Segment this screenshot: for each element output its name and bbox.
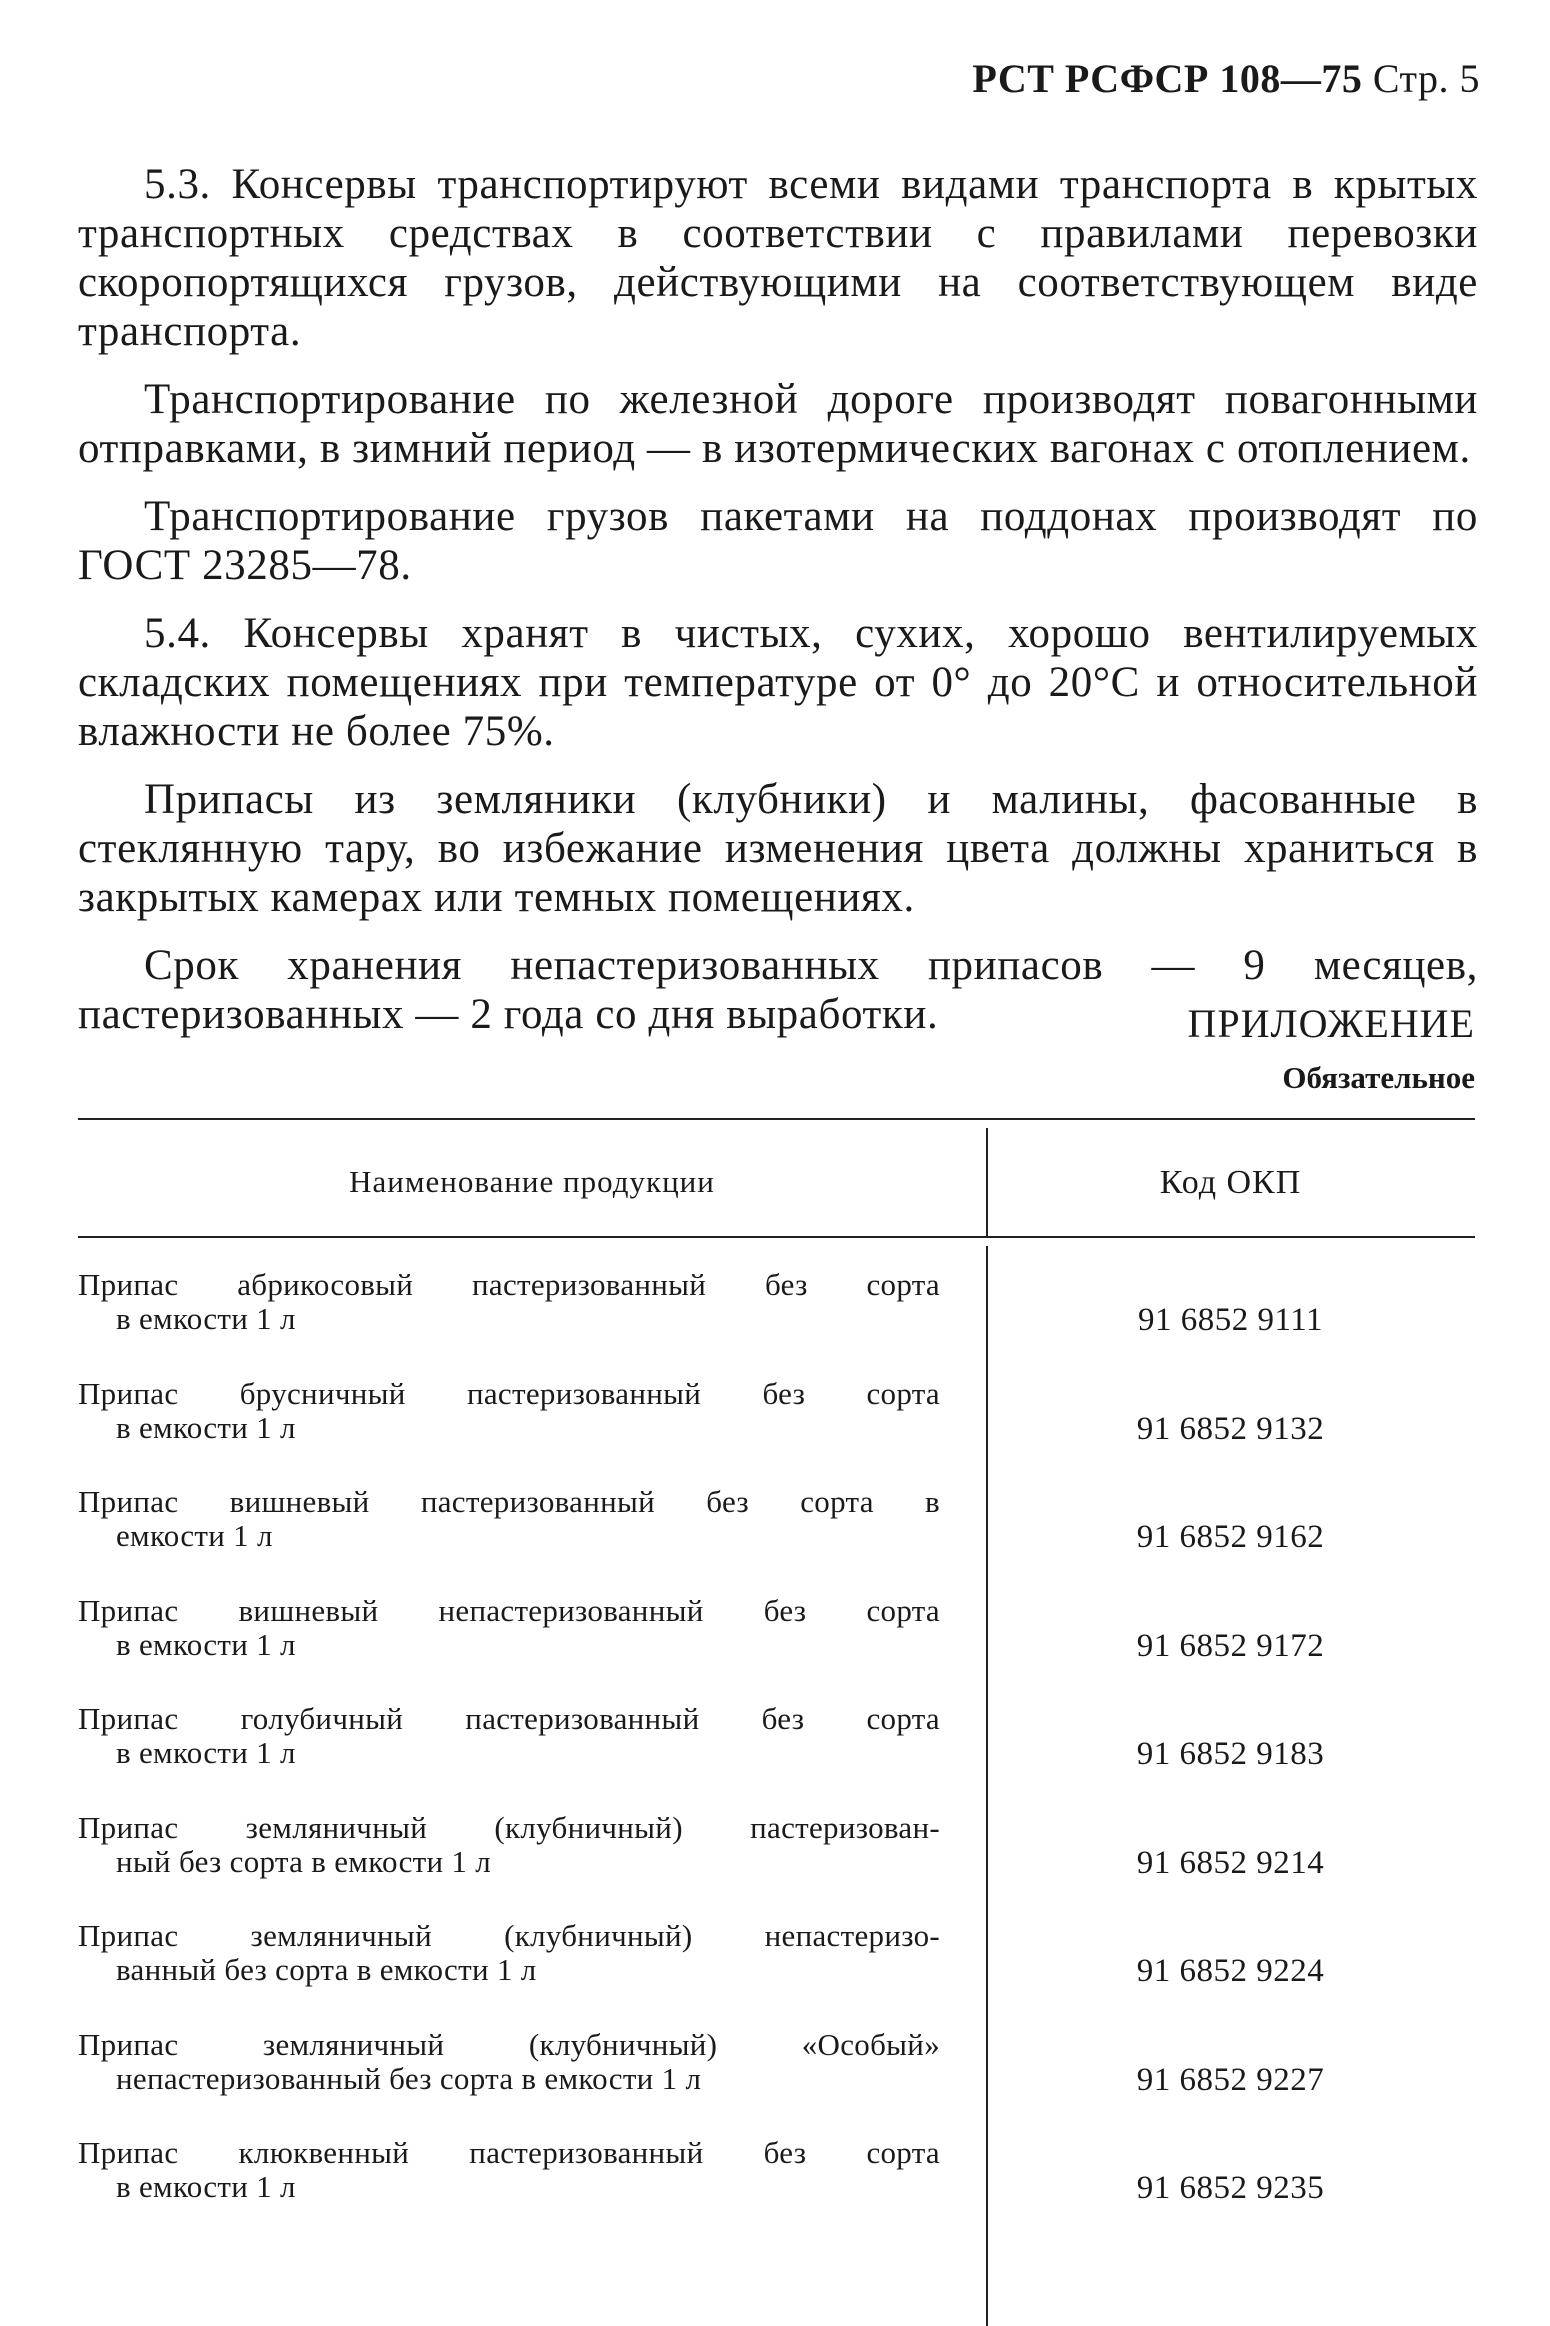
product-code: 91 6852 9132 — [1136, 1410, 1325, 1447]
product-name-line1: Припас голубичный пастеризованный без сорта — [78, 1701, 940, 1736]
paragraph-berries: Припасы из земляники (клубники) и малины, фасованные в стеклянную тару, во избежание изменения цвета должны храниться в закрытых камерах или темных помещениях. — [78, 776, 1478, 921]
product-name — [78, 1702, 940, 1770]
column-header-name: Наименование продукции — [349, 1164, 715, 1199]
table-row — [78, 1811, 1475, 1920]
product-name-line1: Припас брусничный пастеризованный без сорта — [78, 1375, 940, 1411]
product-name-line1: Припас вишневый пастеризованный без сорта в — [78, 1484, 940, 1519]
body-text — [78, 160, 1478, 1058]
table-row — [78, 2136, 1475, 2245]
product-name-line1: Припас клюквенный пастеризованный без сорта — [78, 2135, 940, 2170]
paragraph-railway: Транспортирование по железной дороге производят повагонными отправками, в зимний период — в изотермических вагонах с отоплением. — [78, 376, 1478, 472]
product-name — [78, 1377, 940, 1445]
product-name-line2: непастеризованный без сорта в емкости 1 л — [116, 2060, 702, 2096]
product-code: 91 6852 9111 — [1137, 1302, 1324, 1338]
product-code: 91 6852 9172 — [1136, 1627, 1325, 1664]
product-name-line1: Припас земляничный (клубничный) пастеризован- — [78, 1809, 940, 1845]
product-code: 91 6852 9227 — [1136, 2061, 1325, 2098]
product-name-line2: ванный без сорта в емкости 1 л — [116, 1952, 537, 1987]
paragraph-pallets: Транспортирование грузов пакетами на поддонах производят по ГОСТ 23285—78. — [78, 493, 1478, 589]
product-name-line2: в емкости 1 л — [116, 1626, 296, 1662]
product-name-line1: Припас абрикосовый пастеризованный без сорта — [78, 1267, 940, 1302]
table-row — [78, 1919, 1475, 2028]
product-name — [78, 1811, 940, 1879]
product-name-line2: емкости 1 л — [116, 1518, 273, 1553]
standard-code: РСТ РСФСР 108—75 — [972, 56, 1363, 101]
product-name — [78, 1485, 940, 1553]
product-code: 91 6852 9183 — [1136, 1736, 1325, 1772]
paragraph-5-4: 5.4. Консервы хранят в чистых, сухих, хорошо вентилируемых складских помещениях при температуре от 0° до 20°С и относительной влажности не более 75%. — [78, 610, 1478, 755]
product-name — [78, 1594, 940, 1662]
table-body — [78, 1268, 1475, 2245]
product-code: 91 6852 9235 — [1136, 2170, 1325, 2206]
table-header-rule — [78, 1236, 1475, 1238]
product-name-line2: в емкости 1 л — [116, 2169, 296, 2204]
product-name-line2: в емкости 1 л — [116, 1301, 296, 1336]
product-code: 91 6852 9214 — [1136, 1844, 1325, 1881]
table-row — [78, 1485, 1475, 1594]
product-code: 91 6852 9224 — [1136, 1953, 1325, 1989]
product-name-line1: Припас земляничный (клубничный) непастеризо- — [78, 1918, 940, 1953]
product-name-line2: в емкости 1 л — [116, 1735, 296, 1770]
table-row — [78, 1268, 1475, 1377]
page-number: Стр. 5 — [1372, 56, 1480, 101]
paragraph-shelf-life: Срок хранения непастеризованных припасов — 9 месяцев, пастеризованных — 2 года со дня выработки. — [78, 942, 1478, 1038]
product-name — [78, 2136, 940, 2204]
product-name — [78, 1268, 940, 1336]
table-row — [78, 1594, 1475, 1703]
paragraph-5-3: 5.3. Консервы транспортируют всеми видами транспорта в крытых транспортных средствах в соответствии с правилами перевозки скоропортящихся грузов, действующими на соответствующем виде транспорта. — [78, 161, 1478, 355]
product-name-line1: Припас земляничный (клубничный) «Особый» — [78, 2026, 940, 2062]
page-header — [972, 55, 1480, 102]
appendix-subtitle: Обязательное — [1282, 1060, 1475, 1095]
product-name-line2: ный без сорта в емкости 1 л — [116, 1843, 492, 1879]
table-row — [78, 1702, 1475, 1811]
column-header-code: Код ОКП — [1159, 1164, 1302, 1201]
product-code: 91 6852 9162 — [1136, 1519, 1325, 1555]
product-name-line1: Припас вишневый непастеризованный без сорта — [78, 1592, 940, 1628]
product-name — [78, 1919, 940, 1987]
table-row — [78, 1377, 1475, 1486]
product-name — [78, 2028, 940, 2096]
product-name-line2: в емкости 1 л — [116, 1409, 296, 1445]
appendix-title: ПРИЛОЖЕНИЕ — [1187, 1001, 1475, 1046]
table-row — [78, 2028, 1475, 2137]
table-top-rule — [78, 1118, 1475, 1120]
